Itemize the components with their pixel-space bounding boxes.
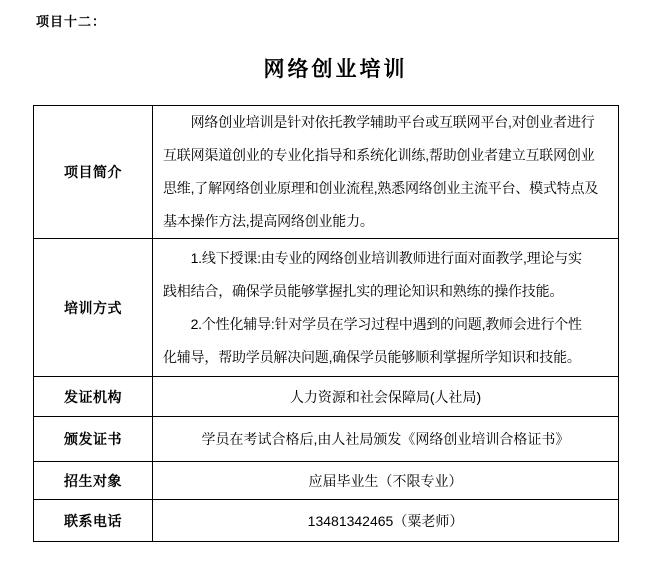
row-content-contact-phone: 13481342465（粟老师） [153,500,619,542]
table-row-certificate [34,417,619,462]
row-label-certifying-authority: 发证机构 [34,377,153,417]
row-label-contact-phone: 联系电话 [34,500,153,542]
text-line: 互联网渠道创业的专业化指导和系统化训练,帮助创业者建立互联网创业 [163,147,595,163]
info-table [33,105,619,542]
row-label-training-method: 培训方式 [34,239,153,377]
row-label-project-intro: 项目简介 [34,106,153,239]
page-title: 网络创业培训 [263,58,408,81]
table-row-enrollment-target [34,462,619,500]
row-content-training-method [153,239,619,377]
row-label-enrollment-target: 招生对象 [34,462,153,500]
text-line: 践相结合，确保学员能够掌握扎实的理论知识和熟练的操作技能。 [163,282,564,299]
row-label-certificate: 颁发证书 [34,417,153,462]
text-line: 思维,了解网络创业原理和创业流程,熟悉网络创业主流平台、模式特点及 [163,180,599,196]
row-content-certificate: 学员在考试合格后,由人社局颁发《网络创业培训合格证书》 [153,417,619,462]
text-line: 1.线下授课:由专业的网络创业培训教师进行面对面教学,理论与实 [163,249,582,266]
text-line: 基本操作方法,提高网络创业能力。 [163,213,374,229]
table-row-project-intro [34,106,619,239]
table-row-contact-phone [34,500,619,542]
text-line: 2.个性化辅导:针对学员在学习过程中遇到的问题,教师会进行个性 [163,315,582,332]
table-row-training-method [34,239,619,377]
table-row-certifying-authority [34,377,619,417]
text-line: 网络创业培训是针对依托教学辅助平台或互联网平台,对创业者进行 [163,114,595,130]
text-line: 化辅导，帮助学员解决问题,确保学员能够顺利掌握所学知识和技能。 [163,348,581,365]
row-content-certifying-authority: 人力资源和社会保障局(人社局) [153,377,619,417]
row-content-enrollment-target: 应届毕业生（不限专业） [153,462,619,500]
row-content-project-intro [153,106,619,239]
project-number-heading: 项目十二： [36,14,107,29]
